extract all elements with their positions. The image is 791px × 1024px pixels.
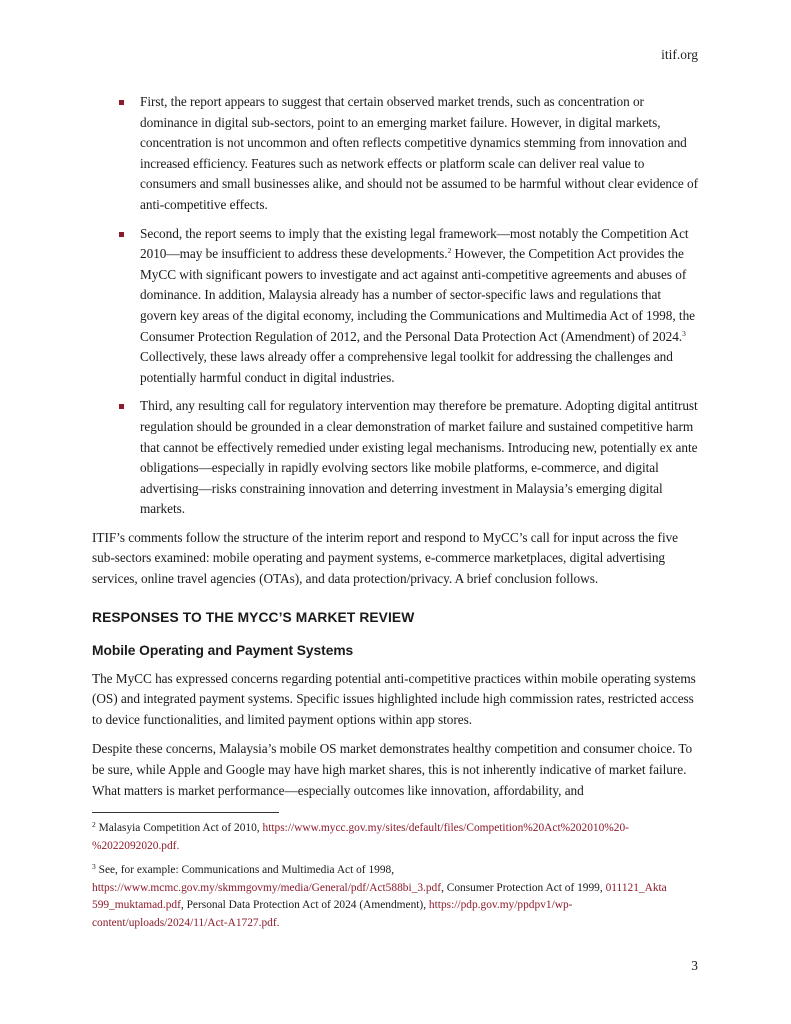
footnote-number: 2	[92, 820, 96, 829]
header-site-name: itif.org	[661, 47, 698, 62]
square-bullet-icon	[119, 232, 124, 237]
bullet-text: However, the Competition Act provides the MyCC with significant powers to investigate and act against anti-competitive agreements and abuses of dominance. In addition, Malaysia already has a number of sector-specific laws and regulations that govern key areas of the digital economy, including the Communications and Multimedia Act of 1998, the Consumer Protection Regulation of 2012, and the Personal Data Protection Act (Amendment) of 2024.	[140, 246, 696, 344]
footnote-2	[92, 820, 699, 855]
footnote-link[interactable]: https://pdp.gov.my/ppdpv1/wp-content/uploads/2024/11/Act-A1727.pdf.	[92, 899, 573, 929]
square-bullet-icon	[119, 404, 124, 409]
footnote-text: , Consumer Protection Act of 1999,	[441, 881, 606, 894]
bullet-text: First, the report appears to suggest that certain observed market trends, such as concentration or dominance in digital sub-sectors, point to an emerging market failure. However, in digital markets, concentration is not uncommon and often reflects competitive dynamics stemming from innovation and increased efficiency. Features such as network effects or platform scale can deliver real value to consumers and small businesses alike, and should not be assumed to be harmful without clear evidence of anti-competitive effects.	[140, 94, 698, 212]
footnote-text: Malasyia Competition Act of 2010,	[98, 822, 263, 834]
footnote-divider	[92, 812, 279, 813]
square-bullet-icon	[119, 100, 124, 105]
list-item	[92, 224, 699, 389]
footnote-text: , Personal Data Protection Act of 2024 (Amendment),	[180, 899, 429, 911]
subsection-heading: Mobile Operating and Payment Systems	[92, 642, 354, 658]
bullet-list	[92, 92, 699, 520]
bullet-text: Collectively, these laws already offer a comprehensive legal toolkit for addressing the challenges and potentially harmful conduct in digital industries.	[140, 349, 673, 385]
footnote-number: 3	[92, 862, 96, 871]
list-item	[92, 396, 699, 520]
page-number: 3	[691, 958, 698, 973]
section-heading: RESPONSES TO THE MYCC’S MARKET REVIEW	[92, 609, 415, 625]
footnote-link[interactable]: https://www.mycc.gov.my/sites/default/files/Competition%20Act%202010%20-%2022092020.pdf.	[92, 822, 629, 852]
footnote-link[interactable]: https://www.mcmc.gov.my/skmmgovmy/media/General/pdf/Act588bi_3.pdf	[92, 881, 442, 894]
list-item	[92, 92, 699, 216]
body-paragraph: Despite these concerns, Malaysia’s mobile OS market demonstrates healthy competition and consumer choice. To be sure, while Apple and Google may have high market shares, this is not inherently indicative of market failure. What matters is market performance—especially outcomes like innovation, affordability, and	[92, 741, 693, 798]
footnote-link[interactable]: 011121_Akta 599_muktamad.pdf	[92, 881, 667, 911]
footnotes	[92, 820, 699, 939]
body-content	[92, 92, 699, 810]
bullet-text: Second, the report seems to imply that the existing legal framework—most notably the Competition Act 2010—may be insufficient to address these developments.	[140, 225, 689, 262]
footnote-text: See, for example: Communications and Multimedia Act of 1998,	[98, 864, 395, 876]
footnote-ref-3[interactable]: 3	[682, 328, 686, 338]
body-paragraph: The MyCC has expressed concerns regarding potential anti-competitive practices within mobile operating systems (OS) and integrated payment systems. Specific issues highlighted include high commission rates, restricted access to device functionalities, and limited payment options within app stores.	[92, 670, 696, 727]
footnote-ref-2[interactable]: 2	[447, 246, 452, 256]
footnote-3	[92, 862, 699, 932]
intro-paragraph: ITIF’s comments follow the structure of the interim report and respond to MyCC’s call for input across the five sub-sectors examined: mobile operating and payment systems, e-commerce marketplaces, digital advertising services, online travel agencies (OTAs), and data protection/privacy. A brief conclusion follows.	[92, 529, 679, 587]
bullet-text: Third, any resulting call for regulatory intervention may therefore be premature. Adopting digital antitrust regulation should be grounded in a clear demonstration of market failure and sustained competitive harm that cannot be effectively remedied under existing legal mechanisms. Introducing new, potentially ex ante obligations—especially in rapidly evolving sectors like mobile platforms, e-commerce, and digital advertising—risks constraining innovation and deterring investment in Malaysia’s emerging digital markets.	[140, 398, 698, 517]
